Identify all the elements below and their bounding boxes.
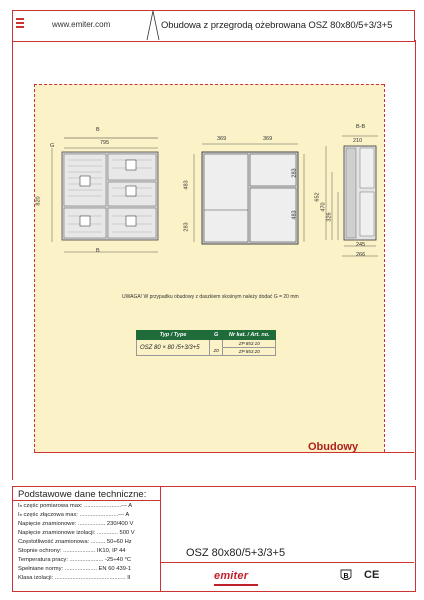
emiter-logo: emiter [214, 570, 249, 582]
table-cell-art-no: ZP 853 10 [223, 340, 276, 348]
divider [384, 84, 385, 452]
middle-width-right: 369 [263, 136, 273, 142]
table-header-art-no: Nr kat. / Art. no. [223, 331, 276, 340]
spec-row: Stopnie ochrony: .................... IK10, IP 44 [18, 548, 126, 554]
header-divider-icon [146, 10, 160, 41]
side-section-drawing [320, 132, 382, 264]
table-header-row [137, 331, 276, 340]
logo-underline [214, 584, 258, 586]
divider [384, 452, 414, 453]
product-table [136, 330, 276, 356]
spec-row: Iₙ częśc złączowa max: ........................--- A [18, 512, 130, 518]
inner-layout-drawing [183, 134, 306, 264]
website-url[interactable]: www.emiter.com [52, 20, 111, 29]
model-title: OSZ 80x80/5+3/3+5 [186, 547, 286, 559]
side-section-label: B-B [356, 124, 366, 130]
table-cell-type: OSZ 80 × 80 /5+3/3+5 [137, 340, 210, 356]
table-cell-empty [210, 340, 223, 348]
side-height-3: 326 [326, 212, 333, 222]
side-bottom-width-2: 266 [356, 252, 366, 258]
spec-row: Iₙ częśc pomiarowa max: .......................--- A [18, 503, 133, 509]
table-header-type: Typ / Type [137, 331, 210, 340]
divider [12, 500, 160, 501]
side-bottom-width-1: 245 [356, 242, 366, 248]
divider [34, 84, 35, 452]
divider [160, 562, 414, 563]
table-header-g: G [210, 331, 223, 340]
front-section-mark-bottom: B [96, 248, 100, 254]
front-width: 795 [100, 140, 110, 146]
spec-row: Temperatura pracy: ..................... -25÷40 °C [18, 557, 132, 563]
middle-height-top-left: 483 [183, 180, 190, 190]
category-label: Obudowy [308, 441, 359, 453]
spec-row: Spełniane normy: .................... EN 60 439-1 [18, 566, 132, 572]
table-row [137, 340, 276, 348]
middle-height-bottom-left: 283 [183, 222, 190, 232]
spec-row: Częstotliwość znamionowa: ......... 50÷60 Hz [18, 539, 132, 545]
front-height: 820 [35, 196, 42, 206]
spec-row: Napięcie znamionowe: ................. 230/400 V [18, 521, 134, 527]
b-certificate-text: B [343, 573, 349, 580]
divider [34, 84, 384, 85]
table-cell-art-no: ZP 853 20 [223, 348, 276, 356]
side-height-2: 470 [320, 202, 327, 212]
header-marker-icon [16, 18, 24, 32]
table-cell-g: 20 [210, 348, 223, 356]
front-label-g: G [50, 143, 55, 149]
spec-title: Podstawowe dane techniczne: [18, 489, 147, 500]
b-certificate-icon [340, 569, 352, 583]
middle-width-left: 369 [217, 136, 227, 142]
side-top-width: 210 [353, 138, 363, 144]
spec-row: Napięcie znamionowe izolacji: ............. 500 V [18, 530, 135, 536]
front-section-mark-top: B [96, 127, 100, 133]
middle-height-top-right: 283 [291, 168, 298, 178]
page-title: Obudowa z przegrodą ożebrowana OSZ 80x80/5+3/3+5 [161, 20, 393, 31]
side-height-1: 652 [314, 192, 321, 202]
spec-row: Klasa izolacji: ............................................ II [18, 575, 131, 581]
warning-note: UWAGA! W przypadku obudowy z daszkiem skośnym należy dodać G = 20 mm [122, 294, 299, 300]
ce-mark-icon: CE [364, 569, 380, 581]
middle-height-bottom-right: 483 [291, 210, 298, 220]
